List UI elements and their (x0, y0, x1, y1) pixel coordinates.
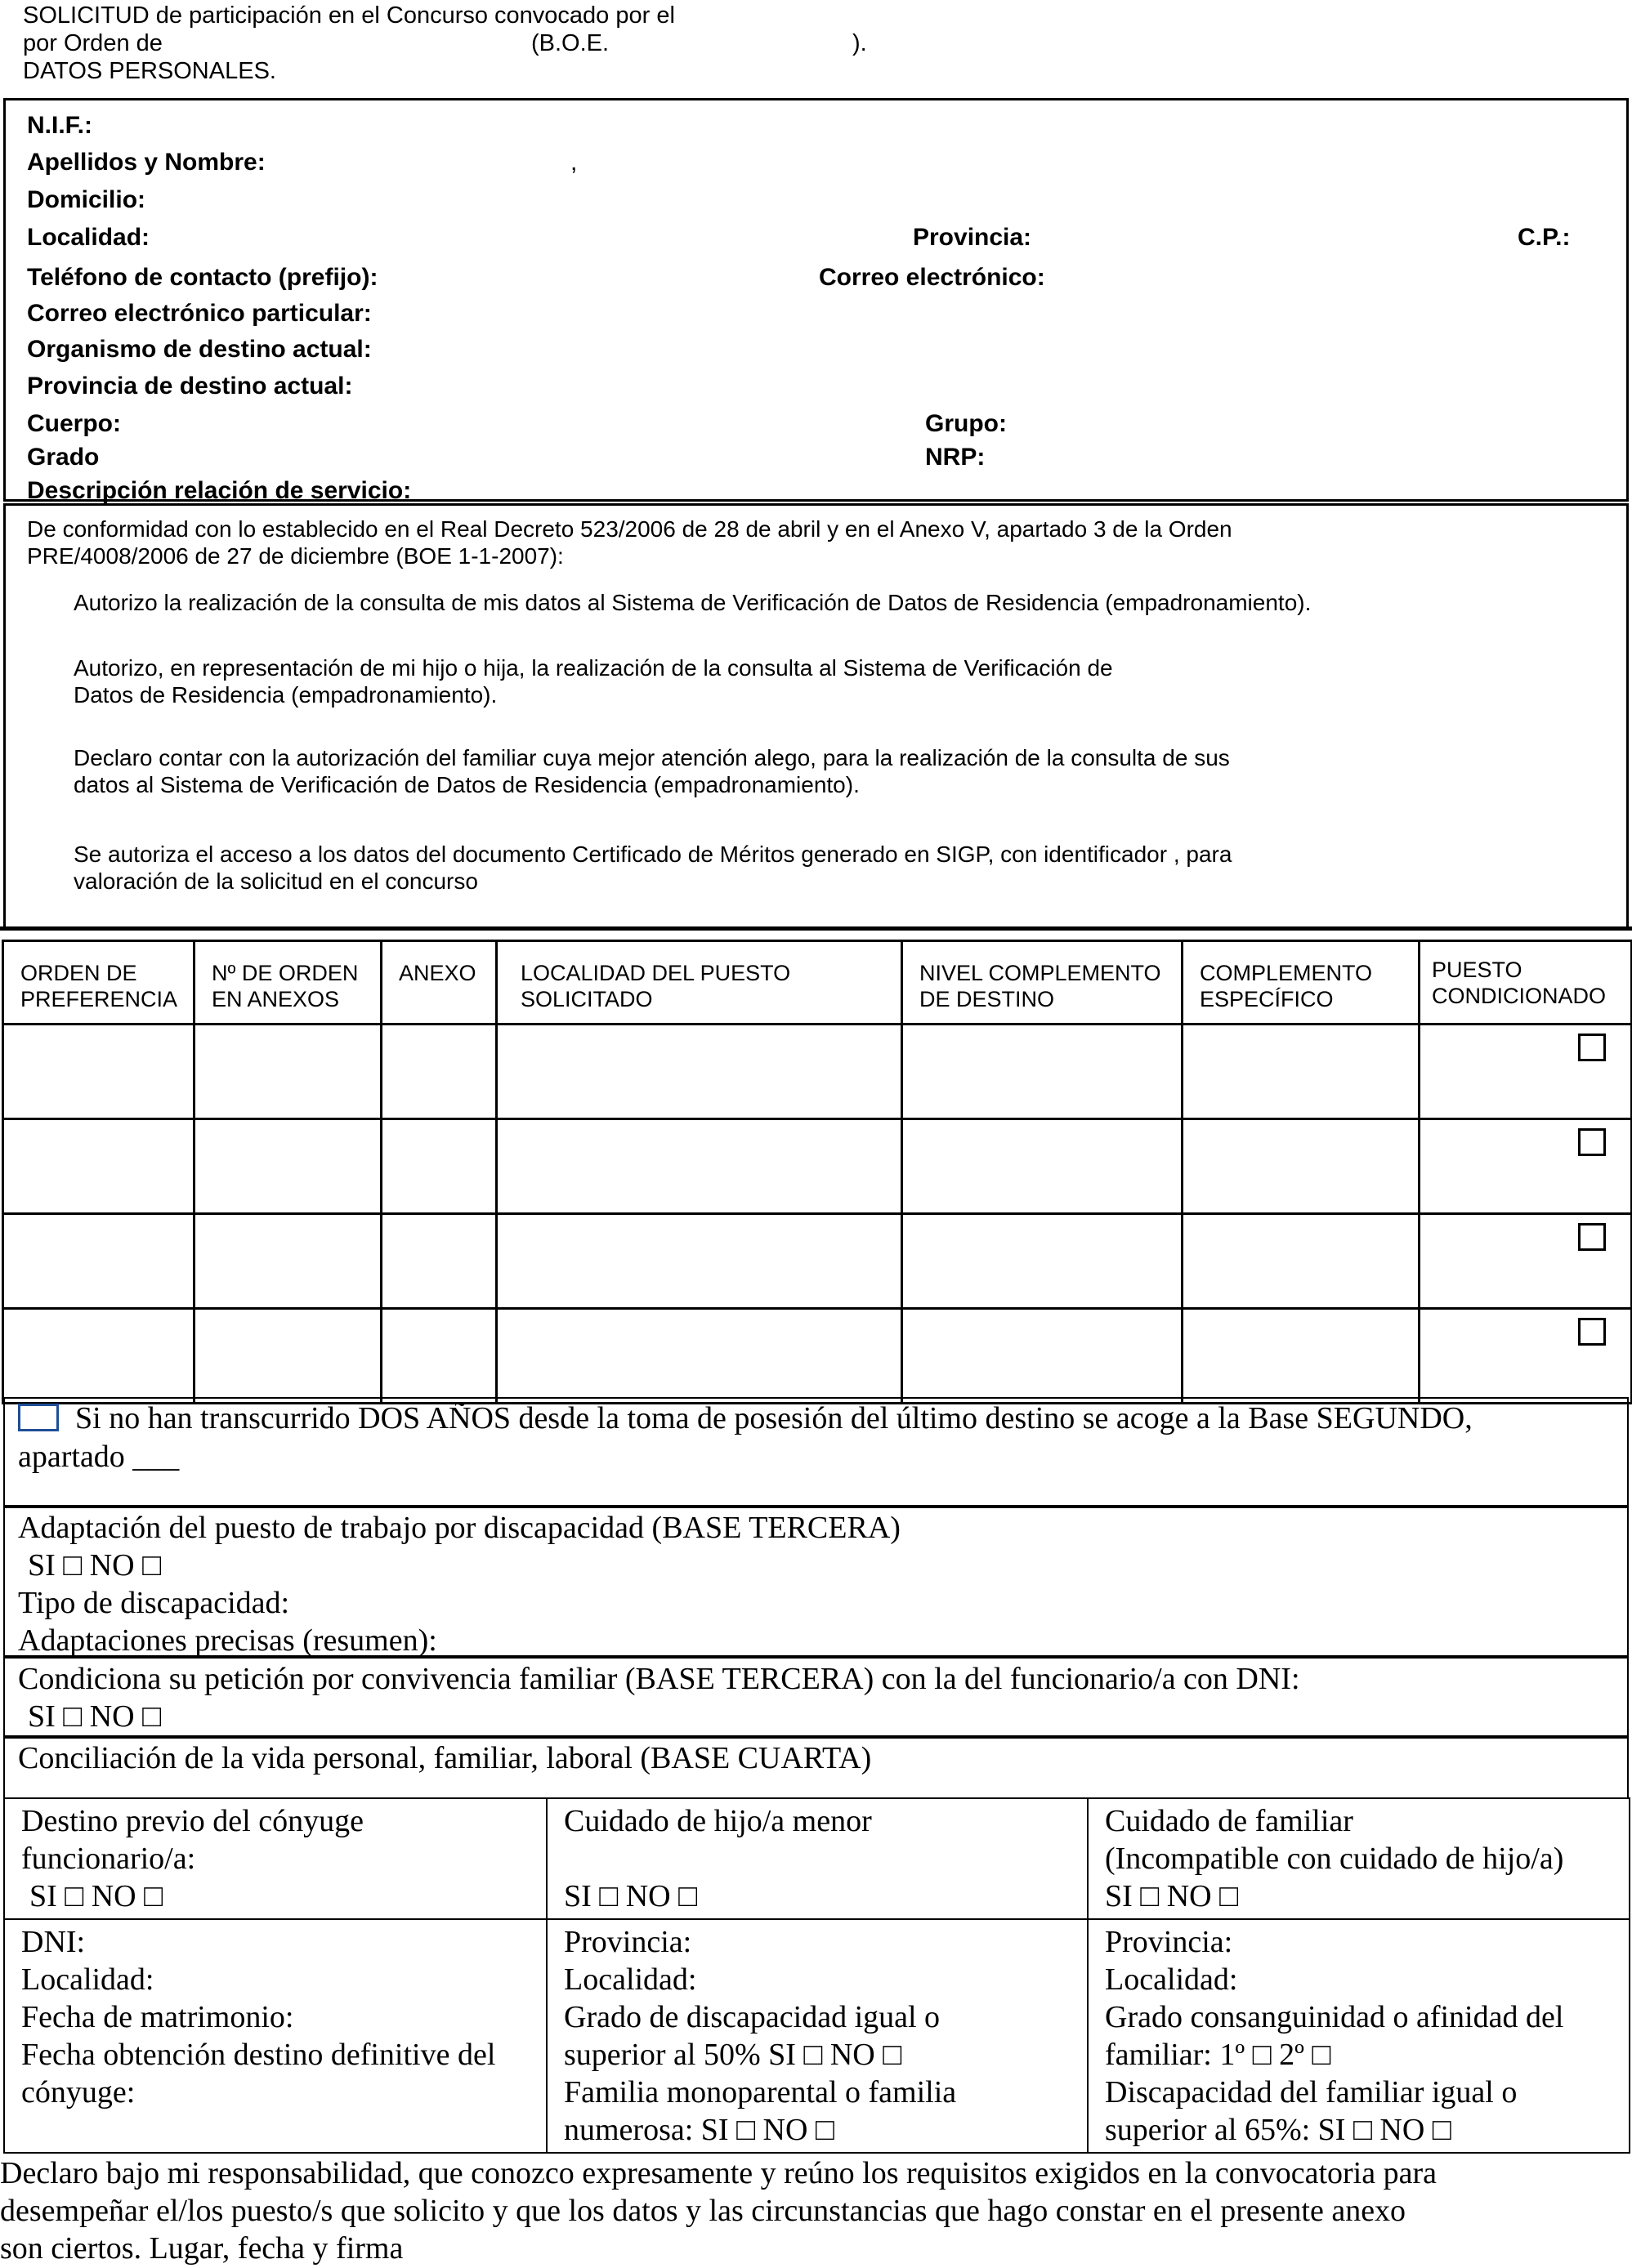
condiciona-title: Condiciona su petición por convivencia familiar (BASE TERCERA) con la del funcionario/a con DNI: (18, 1662, 1300, 1696)
familia-numerosa-label: Familia monoparental o familia (564, 2075, 957, 2110)
auth-item-family-line-2: datos al Sistema de Verificación de Datos de Residencia (empadronamiento). (74, 772, 860, 797)
header-text: LOCALIDAD DEL PUESTO (521, 961, 791, 985)
header-text: PUESTO (1432, 958, 1522, 982)
grado-field[interactable]: Grado (27, 444, 100, 471)
cell-condicionado (1420, 1025, 1632, 1119)
hijo-discapacidad-label: Grado de discapacidad igual o (564, 2000, 941, 2034)
telefono-field[interactable]: Teléfono de contacto (prefijo): (27, 264, 378, 291)
header-text: SOLICITADO (521, 987, 653, 1011)
familiar-discapacidad-si-no[interactable]: superior al 65%: SI □ NO □ (1105, 2113, 1451, 2147)
familia-numerosa-si-no[interactable]: numerosa: SI □ NO □ (564, 2113, 834, 2147)
posts-table (2, 940, 1632, 1404)
declaration-line-2: desempeñar el/los puesto/s que solicito y que los datos y las circunstancias que hago constar en el presente anexo (0, 2194, 1406, 2228)
header-text: DE DESTINO (919, 987, 1055, 1011)
cell-input[interactable] (497, 1309, 902, 1404)
section-divider (0, 926, 1632, 931)
form-title: SOLICITUD de participación en el Concurso convocado por el (23, 2, 675, 29)
auth-item-certificate-line-1: Se autoriza el acceso a los datos del documento Certificado de Méritos generado en SIGP, con identificador , para (74, 842, 1232, 867)
familiar-cell (1088, 1798, 1630, 1919)
auth-item-child-line-2: Datos de Residencia (empadronamiento). (74, 682, 498, 708)
cell-input[interactable] (3, 1214, 194, 1309)
cuerpo-field[interactable]: Cuerpo: (27, 410, 121, 437)
cell-input[interactable] (1183, 1119, 1420, 1214)
family-table (3, 1797, 1630, 2154)
cell-input[interactable] (902, 1214, 1183, 1309)
condiciona-si-no[interactable]: SI □ NO □ (28, 1699, 162, 1734)
descripcion-field[interactable]: Descripción relación de servicio: (27, 477, 412, 504)
cell-input[interactable] (3, 1309, 194, 1404)
auth-item-certificate[interactable] (74, 841, 1232, 895)
adaptaciones-field[interactable]: Adaptaciones precisas (resumen): (18, 1623, 437, 1658)
base-segundo-apartado[interactable]: apartado ___ (18, 1440, 180, 1474)
cell-input[interactable] (1183, 1309, 1420, 1404)
correo-field[interactable]: Correo electrónico: (819, 264, 1045, 291)
cell-input[interactable] (194, 1214, 382, 1309)
cell-input[interactable] (382, 1119, 497, 1214)
cp-field[interactable]: C.P.: (1518, 224, 1571, 251)
cell-input[interactable] (902, 1119, 1183, 1214)
adaptacion-title: Adaptación del puesto de trabajo por discapacidad (BASE TERCERA) (18, 1511, 901, 1545)
condicionado-checkbox[interactable] (1578, 1223, 1606, 1251)
condicionado-checkbox[interactable] (1578, 1034, 1606, 1061)
intro-line-1: De conformidad con lo establecido en el Real Decreto 523/2006 de 28 de abril y en el Anexo V, apartado 3 de la Orden (27, 516, 1232, 542)
condicionado-checkbox[interactable] (1578, 1318, 1606, 1346)
col-orden-preferencia (3, 941, 194, 1025)
orden-label: por Orden de (23, 30, 163, 56)
familiar-details (1088, 1919, 1630, 2153)
name-separator: , (570, 149, 578, 176)
grado-consanguinidad-options[interactable]: familiar: 1º □ 2º □ (1105, 2038, 1331, 2072)
domicilio-field[interactable]: Domicilio: (27, 186, 146, 213)
auth-item-own-data[interactable]: Autorizo la realización de la consulta de mis datos al Sistema de Verificación de Datos de Residencia (empadronamiento). (74, 590, 1312, 615)
cell-input[interactable] (902, 1309, 1183, 1404)
hijo-provincia-field[interactable]: Provincia: (564, 1925, 692, 1959)
cell-input[interactable] (902, 1025, 1183, 1119)
table-row (3, 1309, 1632, 1404)
cell-input[interactable] (1183, 1025, 1420, 1119)
adaptacion-si-no[interactable]: SI □ NO □ (28, 1548, 162, 1583)
col-orden-anexos (194, 941, 382, 1025)
section-title-personal: DATOS PERSONALES. (23, 58, 276, 84)
col-anexo (382, 941, 497, 1025)
cell-input[interactable] (194, 1309, 382, 1404)
hijo-details (547, 1919, 1088, 2153)
header-text: PREFERENCIA (20, 987, 178, 1011)
hijo-cell (547, 1798, 1088, 1919)
cell-input[interactable] (194, 1025, 382, 1119)
boe-label: (B.O.E. (531, 30, 610, 56)
base-segundo-checkbox[interactable] (18, 1404, 59, 1431)
hijo-discapacidad-si-no[interactable]: superior al 50% SI □ NO □ (564, 2038, 902, 2072)
header-text: ESPECÍFICO (1200, 987, 1334, 1011)
table-row (3, 1119, 1632, 1214)
familiar-discapacidad-label: Discapacidad del familiar igual o (1105, 2075, 1518, 2110)
hijo-si-no[interactable]: SI □ NO □ (564, 1879, 698, 1913)
conyuge-localidad-field[interactable]: Localidad: (21, 1962, 154, 1997)
intro-line-2: PRE/4008/2006 de 27 de diciembre (BOE 1-1-2007): (27, 543, 564, 569)
authorization-intro (27, 516, 1232, 569)
cell-input[interactable] (497, 1025, 902, 1119)
organismo-field[interactable]: Organismo de destino actual: (27, 336, 372, 363)
col-complemento-especifico (1183, 941, 1420, 1025)
cell-input[interactable] (382, 1214, 497, 1309)
nrp-field[interactable]: NRP: (925, 444, 986, 471)
conyuge-dni-field[interactable]: DNI: (21, 1925, 86, 1959)
conyuge-si-no[interactable]: SI □ NO □ (29, 1879, 163, 1913)
header-text: COMPLEMENTO (1200, 961, 1373, 985)
cell-condicionado (1420, 1119, 1632, 1214)
hijo-localidad-field[interactable]: Localidad: (564, 1962, 697, 1997)
conciliacion-title: Conciliación de la vida personal, familiar, laboral (BASE CUARTA) (18, 1741, 872, 1775)
declaration-line-3: son ciertos. Lugar, fecha y firma (0, 2231, 404, 2266)
header-text: NIVEL COMPLEMENTO (919, 961, 1161, 985)
posts-header-row (3, 941, 1632, 1025)
header-text: CONDICIONADO (1432, 984, 1607, 1008)
hijo-title: Cuidado de hijo/a menor (564, 1804, 872, 1838)
conyuge-title: Destino previo del cónyuge (21, 1804, 364, 1838)
conyuge-details (4, 1919, 547, 2153)
cell-input[interactable] (194, 1119, 382, 1214)
grado-consanguinidad-label: Grado consanguinidad o afinidad del (1105, 2000, 1564, 2034)
header-text: Nº DE ORDEN (212, 961, 359, 985)
table-row (3, 1214, 1632, 1309)
fecha-destino-field-2: cónyuge: (21, 2075, 136, 2110)
base-segundo-text: Si no han transcurrido DOS AÑOS desde la toma de posesión del último destino se acoge a la Base SEGUNDO, (75, 1401, 1473, 1435)
cell-condicionado (1420, 1309, 1632, 1404)
declaration (0, 2154, 1437, 2267)
auth-item-child-line-1: Autorizo, en representación de mi hijo o hija, la realización de la consulta al Sistema de Verificación de (74, 655, 1113, 681)
provincia-destino-field[interactable]: Provincia de destino actual: (27, 373, 353, 400)
family-header-row (4, 1798, 1630, 1919)
localidad-field[interactable]: Localidad: (27, 224, 150, 251)
cell-input[interactable] (497, 1119, 902, 1214)
cell-input[interactable] (3, 1025, 194, 1119)
cell-input[interactable] (1183, 1214, 1420, 1309)
fecha-destino-field[interactable]: Fecha obtención destino definitive del (21, 2038, 496, 2072)
header-text: EN ANEXOS (212, 987, 340, 1011)
nif-field[interactable]: N.I.F.: (27, 112, 92, 139)
familiar-provincia-field[interactable]: Provincia: (1105, 1925, 1233, 1959)
tipo-discapacidad-field[interactable]: Tipo de discapacidad: (18, 1586, 290, 1620)
boe-close: ). (852, 30, 867, 56)
header-text: ANEXO (399, 961, 476, 985)
familiar-si-no[interactable]: SI □ NO □ (1105, 1879, 1239, 1913)
familiar-title-2: (Incompatible con cuidado de hijo/a) (1105, 1842, 1564, 1876)
fecha-matrimonio-field[interactable]: Fecha de matrimonio: (21, 2000, 294, 2034)
conyuge-cell (4, 1798, 547, 1919)
auth-item-family-line-1: Declaro contar con la autorización del familiar cuya mejor atención alego, para la realización de la consulta de sus (74, 745, 1230, 770)
table-row (3, 1025, 1632, 1119)
col-puesto-condicionado (1420, 941, 1632, 1025)
apellidos-field[interactable]: Apellidos y Nombre: (27, 149, 266, 176)
cell-input[interactable] (382, 1025, 497, 1119)
header-text: ORDEN DE (20, 961, 137, 985)
cell-condicionado (1420, 1214, 1632, 1309)
familiar-localidad-field[interactable]: Localidad: (1105, 1962, 1238, 1997)
condicionado-checkbox[interactable] (1578, 1128, 1606, 1156)
cell-input[interactable] (497, 1214, 902, 1309)
provincia-field[interactable]: Provincia: (913, 224, 1032, 251)
auth-item-certificate-line-2: valoración de la solicitud en el concurso (74, 868, 478, 894)
correo-particular-field[interactable]: Correo electrónico particular: (27, 300, 372, 327)
familiar-title: Cuidado de familiar (1105, 1804, 1353, 1838)
conyuge-title-2: funcionario/a: (21, 1842, 196, 1876)
base-segundo-line-1 (18, 1400, 1473, 1437)
col-nivel-complemento (902, 941, 1183, 1025)
spacer (564, 1840, 1072, 1877)
auth-item-child[interactable] (74, 654, 1113, 708)
declaration-line-1: Declaro bajo mi responsabilidad, que conozco expresamente y reúno los requisitos exigidos en la convocatoria para (0, 2156, 1437, 2190)
grupo-field[interactable]: Grupo: (925, 410, 1007, 437)
cell-input[interactable] (382, 1309, 497, 1404)
auth-item-family[interactable] (74, 744, 1230, 798)
cell-input[interactable] (3, 1119, 194, 1214)
col-localidad-puesto (497, 941, 902, 1025)
family-detail-row (4, 1919, 1630, 2153)
